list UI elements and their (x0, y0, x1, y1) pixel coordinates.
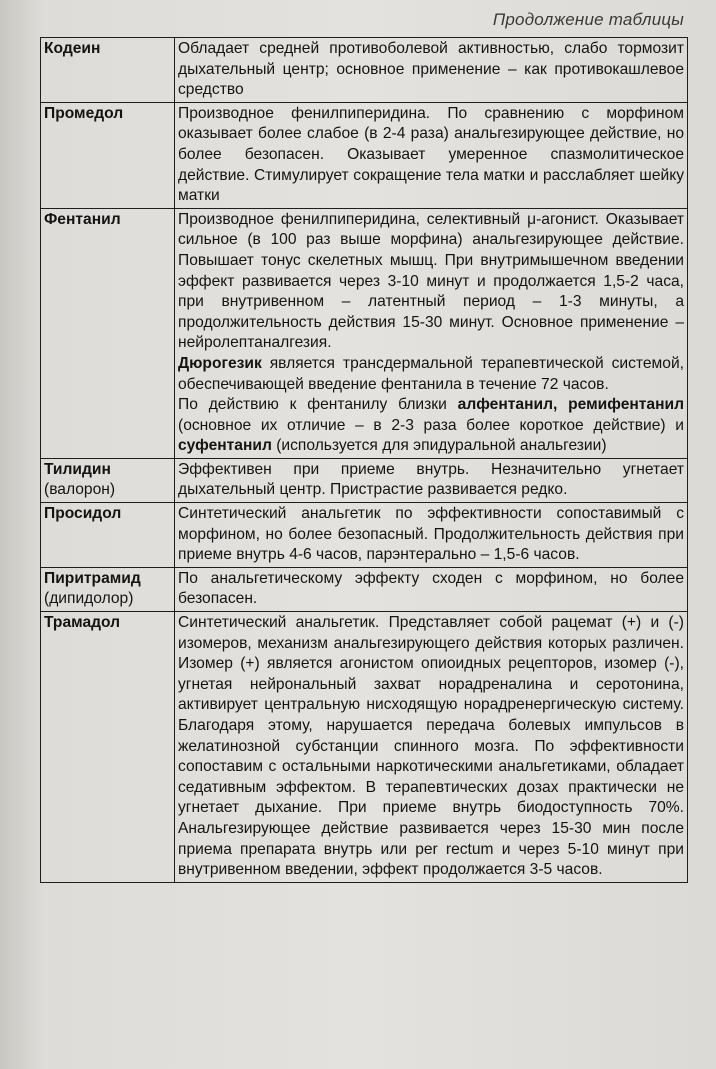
drug-description: Эффективен при приеме внутрь. Незначительно угнетает дыхательный центр. Пристрастие развивается редко. (175, 458, 688, 502)
table-row (41, 503, 688, 568)
drug-name: Пиритрамид (44, 569, 141, 587)
drug-name-cell (41, 567, 175, 611)
table-row (41, 38, 688, 103)
drug-name: Кодеин (44, 40, 101, 57)
similar-drugs-paragraph: По действию к фентанилу близки алфентанил, ремифентанил (основное их отличие – в 2-3 раза более короткое действие) и суфентанил (используется для эпидуральной анальгезии) (178, 396, 685, 455)
drug-name: Промедол (44, 104, 124, 122)
table-row (41, 567, 688, 611)
drug-name-cell (41, 208, 175, 458)
table-row (41, 458, 688, 502)
drug-description: Производное фенилпиперидина, селективный μ-агонист. Оказывает сильное (в 100 раз выше морфина) анальгезирующее действие. Повышает тонус скелетных мышц. При внутримышечном введении эффект развивается через 3-10 минут и продолжается 1,5-2 часа, при внутривенном – латентный период – 1-3 минуты, а продолжительность действия 15-30 минут. Основное применение – нейролептаналгезия. Дюрогезик является трансдермальной терапевтической системой, обеспечивающей введение фентанила в течение 72 часов. По действию к фентанилу близки алфентанил, ремифентанил (основное их отличие – в 2-3 раза более короткое действие) и суфентанил (используется для эпидуральной анальгезии) (175, 208, 688, 458)
drug-alt-name: (валорон) (44, 481, 116, 499)
drug-description: По анальгетическому эффекту сходен с морфином, но более безопасен. (175, 567, 688, 611)
drug-description: Производное фенилпиперидина. По сравнению с морфином оказывает более слабое (в 2-4 раза) анальгезирующее действие, но более безопасен. Оказывает умеренное спазмолитическое действие. Стимулирует сокращение тела матки и расслабляет шейку матки (175, 102, 688, 208)
drug-name-cell (41, 102, 175, 208)
drug-name: Трамадол (44, 614, 121, 632)
durogesic-name: Дюрогезик (178, 354, 262, 372)
drug-description: Синтетический анальгетик. Представляет собой рацемат (+) и (-) изомеров, механизм анальгезирующего действия которых различен. Изомер (+) является агонистом опиоидных рецепторов, изомер (-), угнетая нейрональный захват норадреналина и серотонина, активирует центральную нисходящую норадренергическую систему. Благодаря этому, нарушается передача болевых импульсов в желатинозной субстанции спинного мозга. По эффективности сопоставим с остальными наркотическими анальгетиками, обладает седативным эффектом. В терапевтических дозах практически не угнетает дыхание. При приеме внутрь биодоступность 70%. Анальгезирующее действие развивается через 15-30 мин после приема препарата внутрь или per rectum и через 5-10 минут при внутривенном введении, эффект продолжается 3-5 часов. (175, 612, 688, 883)
drug-name: Просидол (44, 505, 122, 523)
table-row (41, 208, 688, 458)
drug-name: Тилидин (44, 460, 111, 478)
durogesic-paragraph: Дюрогезик является трансдермальной терапевтической системой, обеспечивающей введение фентанила в течение 72 часов. (178, 354, 684, 393)
drug-name-cell (41, 458, 175, 502)
table-row (41, 102, 688, 208)
drug-description: Обладает средней противоболевой активностью, слабо тормозит дыхательный центр; основное применение – как противокашлевое средство (175, 38, 688, 103)
drug-description: Синтетический анальгетик по эффективности сопоставимый с морфином, но более безопасный. Продолжительность действия при приеме внутрь 4-6 часов, парэнтерально – 1,5-6 часов. (175, 503, 688, 568)
drug-alt-name: (дипидолор) (44, 590, 134, 608)
table-row (41, 612, 688, 883)
table-continued-caption: Продолжение таблицы (492, 10, 684, 29)
drug-table (40, 37, 688, 883)
drug-name-cell (41, 612, 175, 883)
drug-name-cell (41, 38, 175, 103)
drug-name-cell (41, 503, 175, 568)
drug-name: Фентанил (44, 210, 121, 228)
